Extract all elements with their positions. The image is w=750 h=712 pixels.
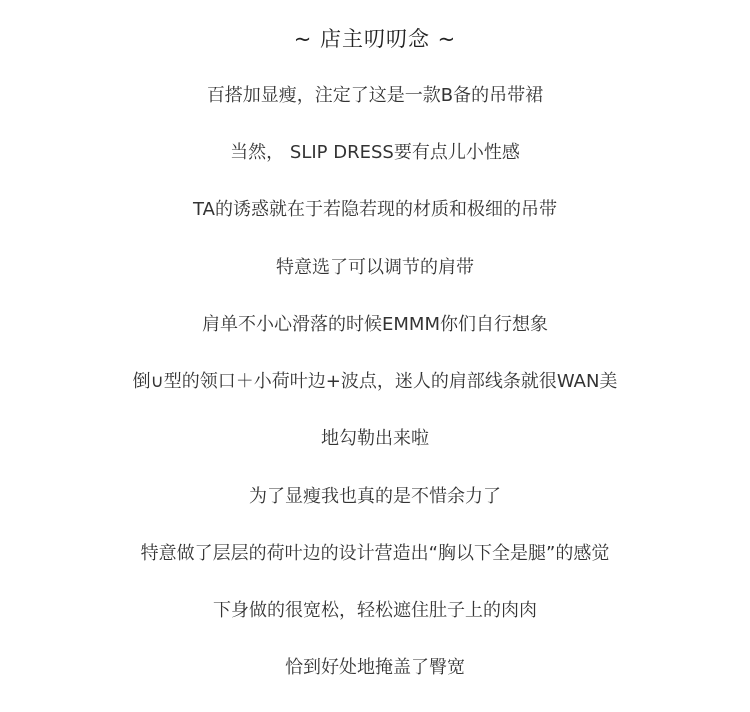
description-line: 当然， SLIP DRESS要有点儿小性感 (230, 142, 520, 163)
description-line: 肩单不小心滑落的时候EMMM你们自行想象 (202, 314, 548, 335)
description-line: 恰到好处地掩盖了臀宽 (285, 657, 465, 678)
description-line: 特意做了层层的荷叶边的设计营造出“胸以下全是腿”的感觉 (140, 543, 610, 564)
description-line: 下身做的很宽松，轻松遮住肚子上的肉肉 (213, 600, 537, 621)
page-title: ~ 店主叨叨念 ~ (293, 27, 457, 51)
description-line: 特意选了可以调节的肩带 (276, 257, 474, 278)
description-line: 为了显瘦我也真的是不惜余力了 (249, 486, 501, 507)
description-line: 百搭加显瘦，注定了这是一款B备的吊带裙 (206, 85, 544, 106)
description-line: TA的诱惑就在于若隐若现的材质和极细的吊带 (193, 199, 557, 220)
description-line: 倒∪型的领口＋小荷叶边+波点，迷人的肩部线条就很WAN美 (132, 371, 618, 392)
description-line: 地勾勒出来啦 (321, 428, 429, 449)
